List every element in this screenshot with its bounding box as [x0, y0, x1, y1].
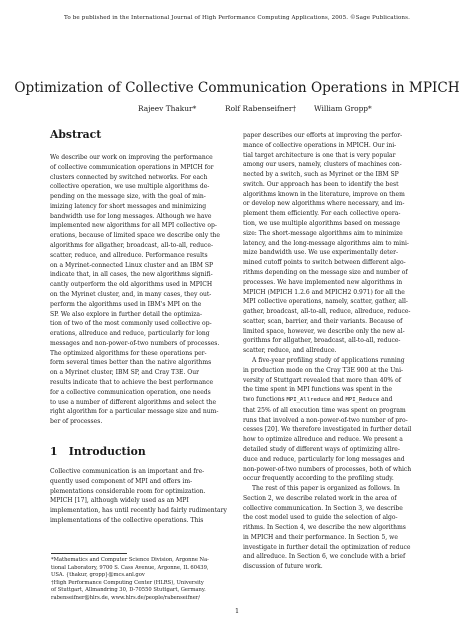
intro-line: quently used component of MPI and offers im- [50, 477, 193, 485]
abstract-line: results indicate that to achieve the best performance [50, 378, 214, 386]
body-line: plement them efficiently. For each collective opera- [243, 210, 401, 218]
body-line: in production mode on the Cray T3E 900 at the Uni- [243, 366, 404, 374]
body-line: mined cutoff points to switch between different algo- [243, 259, 406, 267]
abstract-line: right algorithm for a particular message size and num- [50, 408, 219, 416]
abstract-line: cantly outperform the old algorithms used in MPICH [50, 281, 213, 289]
footnote-line: rabenseifner@hlrs.de, www.hlrs.de/people/rabenseifner/ [51, 594, 201, 601]
abstract-line: to use a number of different algorithms and select the [50, 398, 217, 406]
body-line: A five-year profiling study of applications running [252, 357, 405, 364]
abstract-line: clusters connected by switched networks. For each [50, 173, 208, 181]
footnote-rule [51, 553, 127, 554]
body-line: duce and reduce, particularly for long messages and [243, 455, 405, 463]
abstract-line: implemented new algorithms for all MPI collective op- [50, 222, 217, 230]
body-line: that 25% of all execution time was spent on program [243, 406, 406, 414]
abstract-line: form several times better than the native algorithms [50, 359, 212, 367]
abstract-line: tion of two of the most commonly used collective op- [50, 320, 212, 328]
abstract-line: on a Myrinet-connected Linux cluster and an IBM SP [50, 261, 214, 269]
abstract-line: imizing latency for short messages and minimizing [50, 202, 207, 210]
body-line: non-power-of-two numbers of processes, both of which [243, 465, 412, 473]
section-heading-introduction [50, 445, 146, 458]
body-line: switch. Our approach has been to identify the best [243, 180, 399, 188]
body-line: MPICH (MPICH 1.2.6 and MPICH2 0.971) for all the [243, 288, 405, 296]
body-line: two functions MPI_Allreduce and MPI_Reduce and [243, 396, 393, 404]
abstract-line: on the Myrinet cluster, and, in many cases, they out- [50, 290, 212, 298]
body-line: rithms. In Section 4, we describe the new algorithms [243, 524, 406, 532]
body-line: The rest of this paper is organized as follows. In [252, 485, 400, 492]
body-line: detailed study of different ways of optimizing allre- [243, 446, 400, 454]
body-line: in MPICH and their performance. In Section 5, we [243, 533, 398, 541]
intro-continuation-paragraph [243, 131, 439, 356]
body-line: or develop new algorithms where necessary, and im- [243, 200, 405, 208]
body-line: latency, and the long-message algorithms aim to mini- [243, 239, 409, 247]
abstract-line: messages and non-power-of-two numbers of processes. [50, 339, 220, 347]
body-line: mize bandwidth use. We use experimentally deter- [243, 249, 399, 257]
body-line: the cost model used to guide the selection of algo- [243, 514, 398, 522]
abstract-line: perform the algorithms used in IBM's MPI on the [50, 300, 202, 308]
author-rabenseifner: Rolf Rabenseifner† [225, 104, 297, 113]
abstract-line: scatter, reduce, and allreduce. Performance results [50, 251, 208, 259]
abstract-line: bandwidth use for long messages. Although we have [50, 212, 212, 220]
body-line: tion, we use multiple algorithms based on message [243, 220, 401, 228]
intro-line: MPICH [17], although widely used as an MPI [50, 497, 189, 505]
body-line: occur frequently according to the profiling study. [243, 475, 394, 483]
abstract-line: erations, allreduce and reduce, particularly for long [50, 330, 210, 338]
body-line: investigate in further detail the optimization of reduce [243, 543, 411, 551]
abstract-heading: Abstract [50, 128, 102, 141]
body-line: runs that involved a non-power-of-two number of pro- [243, 416, 408, 424]
body-line: how to optimize allreduce and reduce. We present a [243, 436, 403, 444]
intro-line: implementations of the collective operations. This [50, 516, 204, 524]
body-line: mance of collective operations in MPICH. Our ini- [243, 141, 397, 149]
body-line: tial target architecture is one that is very popular [243, 151, 396, 159]
abstract-line: on a Myrinet cluster, IBM SP, and Cray T3E. Our [50, 369, 200, 377]
abstract-line: indicate that, in all cases, the new algorithms signifi- [50, 271, 213, 279]
abstract-line: SP. We also explore in further detail the optimiza- [50, 310, 203, 318]
footnote-line: of Stuttgart, Allmandring 30, D-70550 Stuttgart, Germany. [51, 587, 206, 594]
body-line: MPI collective operations, namely, scatter, gather, all- [243, 298, 408, 306]
abstract-line: erations, because of limited space we describe only the [50, 232, 220, 240]
author-thakur: Rajeev Thakur* [138, 104, 197, 113]
body-line: the time spent in MPI functions was spent in the [243, 386, 393, 394]
body-line: gather, broadcast, all-to-all, reduce, allreduce, reduce- [243, 308, 411, 316]
abstract-line: algorithms for allgather, broadcast, all-to-all, reduce- [50, 242, 214, 250]
body-line: size: The short-message algorithms aim to minimize [243, 229, 403, 237]
intro-text [50, 467, 246, 526]
intro-line: Collective communication is an important and fre- [50, 468, 205, 475]
body-line: scatter, reduce, and allreduce. [243, 347, 337, 355]
author-list [0, 104, 474, 116]
publication-note: To be published in the International Journal of High Performance Computing Applications, 2005. ©Sage Publications. [64, 15, 410, 21]
abstract-line: The optimized algorithms for these operations per- [50, 349, 207, 357]
body-line: scatter, scan, barrier, and their variants. Because of [243, 317, 403, 325]
body-line: Section 2, we describe related work in the area of [243, 494, 397, 502]
intro-line: implementation, has until recently had fairly rudimentary [50, 507, 227, 515]
author-gropp: William Gropp* [314, 104, 372, 113]
abstract-line: of collective communication operations in MPICH for [50, 163, 214, 171]
author-footnotes [51, 557, 247, 603]
footnote-line: tional Laboratory, 9700 S. Cass Avenue, Argonne, IL 60439, [51, 564, 209, 571]
body-line: rithms depending on the message size and number of [243, 268, 408, 276]
body-line: and allreduce. In Section 6, we conclude with a brief [243, 553, 406, 561]
intro-line: plementations considerable room for optimization. [50, 487, 206, 495]
footnote-line: USA. {thakur, gropp}@mcs.anl.gov [51, 572, 145, 579]
body-line: algorithms known in the literature, improve on them [243, 190, 405, 198]
body-line: collective communication. In Section 3, we describe [243, 504, 403, 512]
abstract-line: collective operation, we use multiple algorithms de- [50, 183, 210, 191]
body-line: paper describes our efforts at improving the perfor- [243, 132, 403, 139]
abstract-line: pending on the message size, with the goal of min- [50, 193, 206, 201]
abstract-line: ber of processes. [50, 418, 103, 426]
paper-title: Optimization of Collective Communication Operations in MPICH [14, 80, 460, 96]
body-line: limited space, however, we describe only the new al- [243, 327, 405, 335]
body-line: versity of Stuttgart revealed that more than 40% of [243, 376, 401, 384]
body-line: processes. We have implemented new algorithms in [243, 278, 403, 286]
footnote-line: †High Performance Computing Center (HLRS), University [51, 579, 204, 586]
body-line: nected by a switch, such as Myrinet or the IBM SP [243, 171, 399, 179]
section-title: Introduction [68, 445, 146, 458]
body-line: discussion of future work. [243, 563, 323, 571]
section-number: 1 [50, 445, 58, 458]
body-line: cesses [20]. We therefore investigated in further detail [243, 426, 412, 434]
abstract-text [50, 153, 246, 427]
paper-outline-paragraph [243, 484, 439, 572]
abstract-line: for a collective communication operation, one needs [50, 388, 211, 396]
body-line: among our users, namely, clusters of machines con- [243, 161, 402, 169]
abstract-line: We describe our work on improving the performance [50, 154, 213, 161]
profiling-study-paragraph [243, 356, 439, 484]
footnote-line: *Mathematics and Computer Science Division, Argonne Na- [51, 557, 209, 563]
body-line: gorithms for allgather, broadcast, all-to-all, reduce- [243, 337, 401, 345]
page-number: 1 [234, 607, 240, 615]
